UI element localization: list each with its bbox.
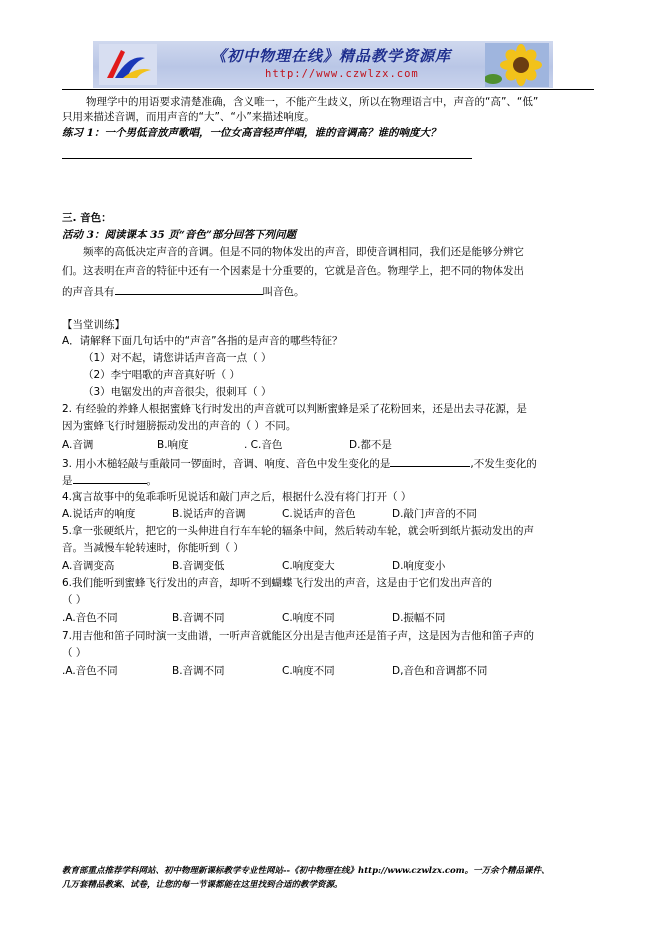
question-6-option-b[interactable]: B.音调不同	[172, 612, 225, 624]
question-3-line-2-prefix: 是	[62, 475, 73, 487]
intro-line-2: 只用来描述音调，而用声音的“大”、“小”来描述响度。	[62, 111, 315, 123]
question-5-option-c[interactable]: C.响度变大	[282, 560, 335, 572]
header-banner	[93, 41, 553, 88]
section-3-paragraph-line-3	[62, 283, 305, 299]
question-4-option-b[interactable]: B.说话声的音调	[172, 508, 246, 520]
question-a-item-2: （2）李宁唱歌的声音真好听（ ）	[83, 369, 241, 381]
question-4-option-d[interactable]: D.敲门声音的不同	[392, 508, 477, 520]
question-6-option-a[interactable]: .A.音色不同	[62, 612, 118, 624]
question-7-option-a[interactable]: .A.音色不同	[62, 665, 118, 677]
timbre-definition-suffix: 叫音色。	[262, 286, 305, 298]
question-5-option-b[interactable]: B.音调变低	[172, 560, 225, 572]
question-3-blank-2[interactable]	[73, 472, 147, 484]
practice-1-question: 练习 1：一个男低音放声歌唱，一位女高音轻声伴唱，谁的音调高？谁的响度大？	[62, 127, 441, 139]
training-heading: 【当堂训练】	[62, 319, 125, 331]
section-3-paragraph-line-1: 频率的高低决定声音的音调。但是不同的物体发出的声音，即使音调相同，我们还是能够分辨它	[83, 246, 524, 258]
question-4-option-a[interactable]: A.说话声的响度	[62, 508, 136, 520]
question-2-option-c[interactable]: . C.音色	[244, 439, 283, 451]
question-3-line-1	[62, 455, 537, 471]
banner-url: http://www.czwlzx.com	[265, 68, 419, 80]
timbre-definition-blank[interactable]	[115, 283, 263, 295]
header-rule	[62, 89, 594, 90]
question-3-line-2-suffix: 。	[146, 475, 157, 487]
question-6-option-d[interactable]: D.振幅不同	[392, 612, 446, 624]
question-7-line-1: 7.用吉他和笛子同时演一支曲谱，一听声音就能区分出是吉他声还是笛子声，这是因为吉他和笛子声的	[62, 630, 535, 642]
question-5-line-2: 音。当减慢车轮转速时，你能听到（ ）	[62, 542, 244, 554]
footer-line-1: 教育部重点推荐学科网站、初中物理新课标教学专业性网站--《初中物理在线》http://www.czwlzx.com。一万余个精品课件、	[62, 866, 550, 876]
question-a-item-3: （3）电锯发出的声音很尖，很刺耳（ ）	[83, 386, 272, 398]
intro-line-1: 物理学中的用语要求清楚准确，含义唯一，不能产生歧义，所以在物理语言中，声音的“高”、“低”	[86, 96, 539, 108]
question-2-line-1: 2. 有经验的养蜂人根据蜜蜂飞行时发出的声音就可以判断蜜蜂是采了花粉回来，还是出去寻花源，是	[62, 403, 527, 415]
question-2-option-b[interactable]: B.响度	[157, 439, 189, 451]
question-2-line-2: 因为蜜蜂飞行时翅膀振动发出的声音的（ ）不同。	[62, 420, 297, 432]
activity-3-heading: 活动 3：阅读课本 35 页“音色”部分回答下列问题	[62, 229, 296, 241]
question-6-line-2: （ ）	[62, 594, 87, 606]
question-5-line-1: 5.拿一张硬纸片，把它的一头伸进自行车车轮的辐条中间，然后转动车轮，就会听到纸片振动发出的声	[62, 525, 535, 537]
question-7-option-d[interactable]: D,音色和音调都不同	[392, 665, 488, 677]
question-4: 4.寓言故事中的兔乖乖听见说话和敲门声之后，根据什么没有将门打开（ ）	[62, 491, 412, 503]
question-3-prefix: 3. 用小木槌轻敲与重敲同一锣面时，音调、响度、音色中发生变化的是	[62, 458, 391, 470]
footer-line-2: 几万套精品教案、试卷，让您的每一节课都能在这里找到合适的教学资源。	[62, 880, 343, 890]
question-a-item-1: （1）对不起，请您讲话声音高一点（ ）	[83, 352, 272, 364]
question-2-option-d[interactable]: D.都不是	[349, 439, 392, 451]
question-4-option-c[interactable]: C.说话声的音色	[282, 508, 356, 520]
question-5-option-d[interactable]: D.响度变小	[392, 560, 446, 572]
question-3-middle: ,不发生变化的	[470, 458, 537, 470]
question-7-option-c[interactable]: C.响度不同	[282, 665, 335, 677]
question-7-option-b[interactable]: B.音调不同	[172, 665, 225, 677]
site-logo-icon	[99, 44, 157, 85]
question-7-line-2: （ ）	[62, 647, 87, 659]
section-3-paragraph-line-2: 们。这表明在声音的特征中还有一个因素是十分重要的，它就是音色。物理学上，把不同的物体发出	[62, 265, 524, 277]
sunflower-icon	[485, 43, 549, 87]
question-3-blank-1[interactable]	[390, 455, 470, 467]
practice-1-answer-line[interactable]	[62, 158, 472, 159]
timbre-definition-prefix: 的声音具有	[62, 286, 115, 298]
question-a: A．请解释下面几句话中的“声音”各指的是声音的哪些特征？	[62, 335, 343, 347]
question-3-line-2	[62, 472, 157, 488]
question-6-option-c[interactable]: C.响度不同	[282, 612, 335, 624]
banner-title: 《初中物理在线》精品教学资源库	[211, 47, 452, 65]
question-5-option-a[interactable]: A.音调变高	[62, 560, 115, 572]
question-6-line-1: 6.我们能听到蜜蜂飞行发出的声音，却听不到蝴蝶飞行发出的声音，这是由于它们发出声音的	[62, 577, 493, 589]
section-3-heading: 三. 音色：	[62, 212, 112, 224]
question-2-option-a[interactable]: A.音调	[62, 439, 94, 451]
